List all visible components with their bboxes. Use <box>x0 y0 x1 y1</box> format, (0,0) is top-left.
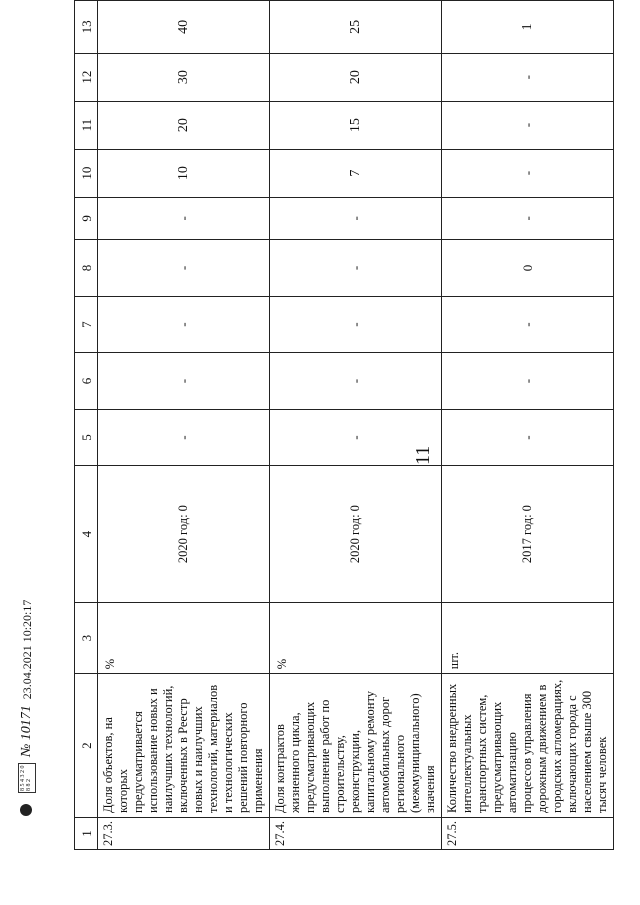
value-cell: 0 <box>442 240 614 297</box>
value-cell: - <box>442 101 614 149</box>
base-value-cell: 2017 год: 0 <box>442 466 614 603</box>
table-row <box>98 1 270 850</box>
row-id: 27.4. <box>270 818 442 850</box>
value-cell: - <box>442 149 614 197</box>
unit-cell: % <box>270 602 442 673</box>
barcode-stamp: 8 5 4 3 2 0 8 8 2 <box>18 763 36 793</box>
document-number: № 10171 <box>19 705 34 757</box>
row-id: 27.5. <box>442 818 614 850</box>
value-cell: 20 <box>98 101 270 149</box>
unit-cell: шт. <box>442 602 614 673</box>
header-cell: 6 <box>75 353 98 409</box>
indicator-name: Количество внедренных интеллектуальных транспортных систем, предусматривающих автоматизацию процессов управления дорожным движением в городских агломерациях, включающих города с населением свыше 300 тысяч человек <box>442 674 614 818</box>
value-cell: 10 <box>98 149 270 197</box>
value-cell: 15 <box>270 101 442 149</box>
header-cell: 9 <box>75 197 98 240</box>
table-header-row <box>75 1 98 850</box>
value-cell: - <box>98 240 270 297</box>
header-cell: 13 <box>75 1 98 54</box>
header-cell: 5 <box>75 409 98 465</box>
value-cell: - <box>98 409 270 465</box>
header-cell: 2 <box>75 674 98 818</box>
value-cell: - <box>98 296 270 352</box>
header-cell: 12 <box>75 53 98 101</box>
row-id: 27.3. <box>98 818 270 850</box>
value-cell: 1 <box>442 1 614 54</box>
header-cell: 11 <box>75 101 98 149</box>
header-cell: 3 <box>75 602 98 673</box>
value-cell: - <box>442 353 614 409</box>
base-value-cell: 2020 год: 0 <box>270 466 442 603</box>
page-number: 11 <box>412 445 434 465</box>
value-cell: 25 <box>270 1 442 54</box>
value-cell: 7 <box>270 149 442 197</box>
header-cell: 4 <box>75 466 98 603</box>
indicators-table <box>74 0 614 850</box>
table-row <box>442 1 614 850</box>
registration-footer <box>18 600 36 813</box>
value-cell: - <box>270 353 442 409</box>
value-cell: 20 <box>270 53 442 101</box>
value-cell: - <box>442 409 614 465</box>
value-cell: - <box>442 197 614 240</box>
value-cell: - <box>442 296 614 352</box>
base-value-cell: 2020 год: 0 <box>98 466 270 603</box>
value-cell: - <box>442 53 614 101</box>
registration-timestamp: 23.04.2021 10:20:17 <box>19 599 34 700</box>
indicator-name: Доля контрактов жизненного цикла, предусматривающих выполнение работ по строительству, реконструкции, капитальному ремонту автомобильных дорог регионального (межмуниципального) значения <box>270 674 442 818</box>
value-cell: 40 <box>98 1 270 54</box>
header-cell: 1 <box>75 818 98 850</box>
table-row <box>270 1 442 850</box>
unit-cell: % <box>98 602 270 673</box>
value-cell: - <box>98 197 270 240</box>
header-cell: 10 <box>75 149 98 197</box>
header-cell: 8 <box>75 240 98 297</box>
value-cell: - <box>270 296 442 352</box>
value-cell: - <box>270 197 442 240</box>
indicator-name: Доля объектов, на которых предусматривается использование новых и наилучших технологий, включенных в Реестр новых и наилучших технологий, материалов и технологических решений повторного применения <box>98 674 270 818</box>
value-cell: - <box>270 409 442 465</box>
header-cell: 7 <box>75 296 98 352</box>
value-cell: - <box>270 240 442 297</box>
value-cell: 30 <box>98 53 270 101</box>
value-cell: - <box>98 353 270 409</box>
